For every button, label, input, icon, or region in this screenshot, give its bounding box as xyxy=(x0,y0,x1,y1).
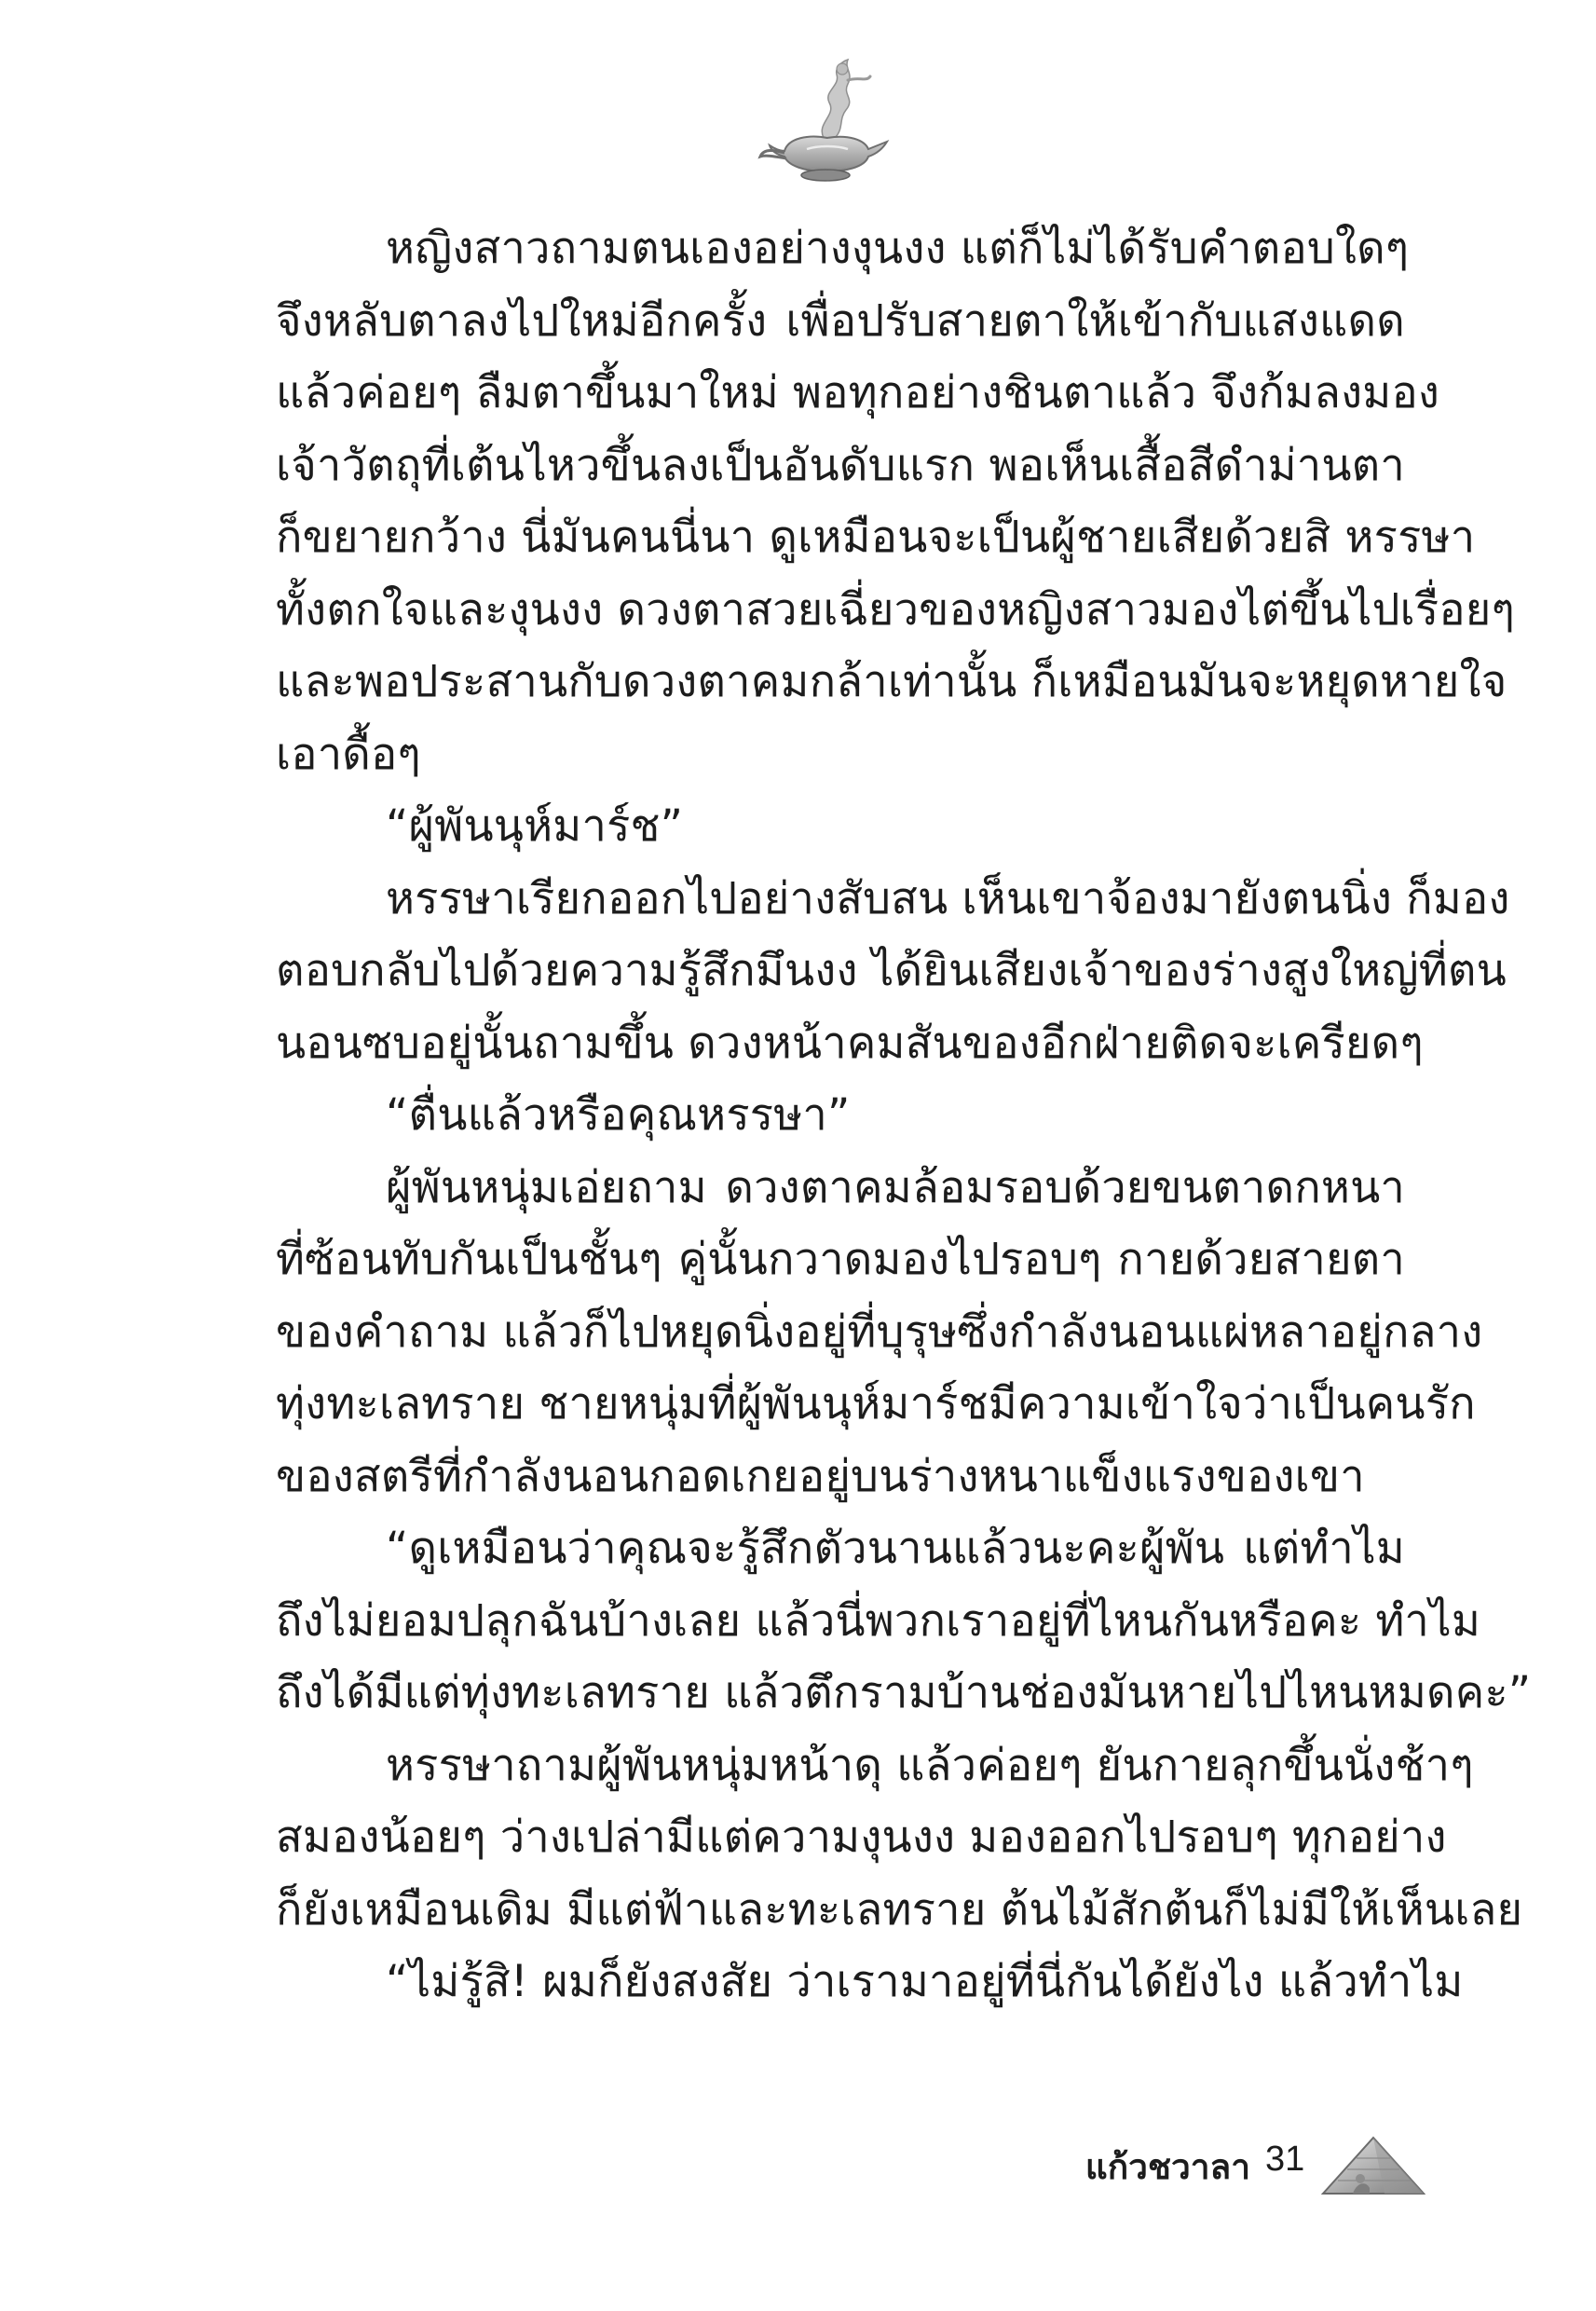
body-text xyxy=(276,212,1532,2018)
page-footer xyxy=(0,2134,1596,2218)
book-title: แก้วชวาลา xyxy=(1084,2147,1250,2187)
page-number: 31 xyxy=(1265,2140,1305,2179)
genie-lamp-icon xyxy=(751,48,900,198)
text-line: เจ้าวัตถุที่เต้นไหวขึ้นลงเป็นอันดับแรก พอเห็นเสื้อสีดำม่านตา xyxy=(276,439,1405,491)
dialogue-line: ถึงได้มีแต่ทุ่งทะเลทราย แล้วตึกรามบ้านช่องมันหายไปไหนหมดคะ” xyxy=(276,1667,1532,1718)
text-line: ของสตรีที่กำลังนอนกอดเกยอยู่บนร่างหนาแข็งแรงของเขา xyxy=(276,1450,1365,1502)
text-line: ก็ยังเหมือนเดิม มีแต่ฟ้าและทะเลทราย ต้นไม้สักต้นก็ไม่มีให้เห็นเลย xyxy=(276,1883,1523,1935)
text-line: ก็ขยายกว้าง นี่มันคนนี่นา ดูเหมือนจะเป็นผู้ชายเสียด้วยสิ หรรษา xyxy=(276,512,1476,563)
text-line: สมองน้อยๆ ว่างเปล่ามีแต่ความงุนงง มองออกไปรอบๆ ทุกอย่าง xyxy=(276,1812,1447,1863)
text-line: จึงหลับตาลงไปใหม่อีกครั้ง เพื่อปรับสายตาให้เข้ากับแสงแดด xyxy=(276,294,1405,347)
dialogue-line: ถึงไม่ยอมปลุกฉันบ้างเลย แล้วนี่พวกเราอยู่ที่ไหนกันหรือคะ ทำไม xyxy=(276,1594,1481,1647)
dialogue-line: “ผู้พันนุห์มาร์ช” xyxy=(386,800,684,852)
text-line: แล้วค่อยๆ ลืมตาขึ้นมาใหม่ พอทุกอย่างชินตาแล้ว จึงก้มลงมอง xyxy=(276,367,1440,418)
pyramid-icon xyxy=(1319,2134,1431,2199)
text-line: ตอบกลับไปด้วยความรู้สึกมึนงง ได้ยินเสียงเจ้าของร่างสูงใหญ่ที่ตน xyxy=(276,945,1507,996)
text-line: ทุ่งทะเลทราย ชายหนุ่มที่ผู้พันนุห์มาร์ชมีความเข้าใจว่าเป็นคนรัก xyxy=(276,1378,1476,1429)
text-line: ทั้งตกใจและงุนงง ดวงตาสวยเฉี่ยวของหญิงสาวมองไต่ขึ้นไปเรื่อยๆ xyxy=(276,583,1515,636)
text-line: หรรษาเรียกออกไปอย่างสับสน เห็นเขาจ้องมายังตนนิ่ง ก็มอง xyxy=(386,872,1510,924)
text-line: หญิงสาวถามตนเองอย่างงุนงง แต่ก็ไม่ได้รับคำตอบใดๆ xyxy=(386,223,1410,274)
text-line: และพอประสานกับดวงตาคมกล้าเท่านั้น ก็เหมือนมันจะหยุดหายใจ xyxy=(276,656,1507,707)
dialogue-line: “ตื่นแล้วหรือคุณหรรษา” xyxy=(386,1089,851,1141)
text-line: เอาดื้อๆ xyxy=(276,728,421,780)
text-line: ที่ซ้อนทับกันเป็นชั้นๆ คู่นั้นกวาดมองไปรอบๆ กายด้วยสายตา xyxy=(276,1234,1405,1285)
text-line: หรรษาถามผู้พันหนุ่มหน้าดุ แล้วค่อยๆ ยันกายลุกขึ้นนั่งช้าๆ xyxy=(386,1739,1474,1791)
text-line: ของคำถาม แล้วก็ไปหยุดนิ่งอยู่ที่บุรุษซึ่งกำลังนอนแผ่หลาอยู่กลาง xyxy=(276,1306,1483,1358)
dialogue-line: “ดูเหมือนว่าคุณจะรู้สึกตัวนานแล้วนะคะผู้พัน แต่ทำไม xyxy=(386,1523,1405,1574)
dialogue-line: “ไม่รู้สิ! ผมก็ยังสงสัย ว่าเรามาอยู่ที่นี่กันได้ยังไง แล้วทำไม xyxy=(386,1956,1464,2007)
text-line: นอนซบอยู่นั้นถามขึ้น ดวงหน้าคมสันของอีกฝ่ายติดจะเครียดๆ xyxy=(276,1017,1424,1069)
text-line: ผู้พันหนุ่มเอ่ยถาม ดวงตาคมล้อมรอบด้วยขนตาดกหนา xyxy=(386,1161,1405,1213)
